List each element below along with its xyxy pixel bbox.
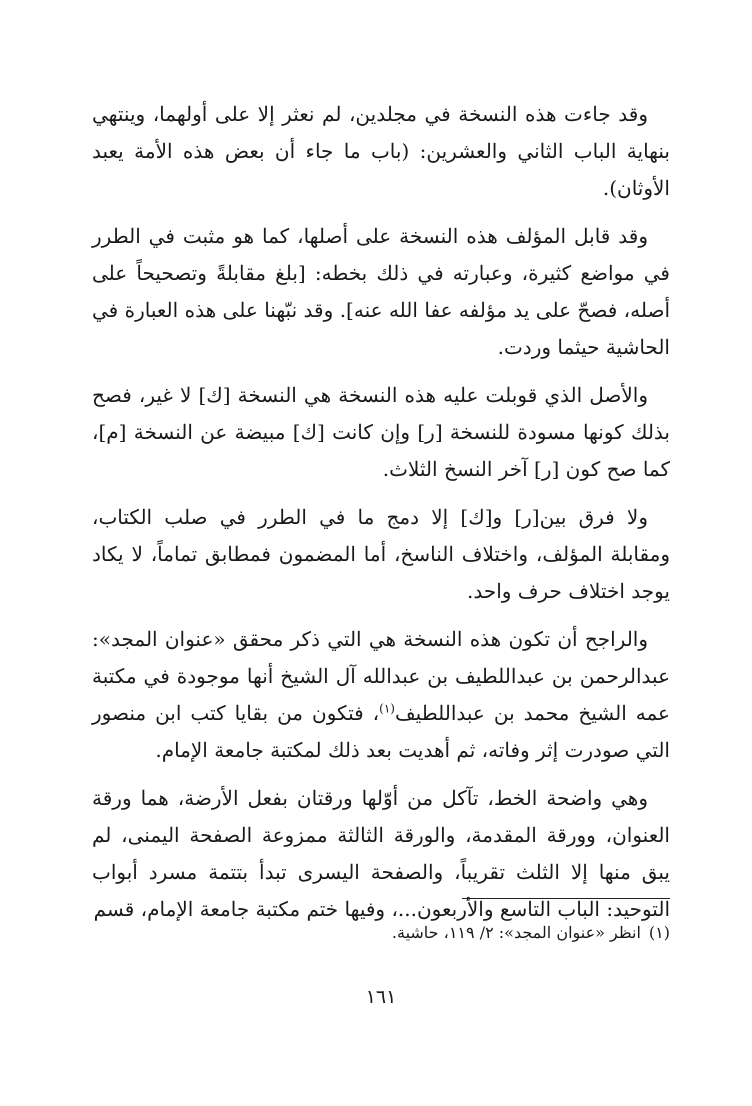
footnote-divider (462, 898, 670, 899)
footnote-reference: (١) (379, 701, 395, 716)
paragraph-5-text-start: والراجح أن تكون هذه النسخة هي التي ذكر محقق «عنوان المجد»: عبدالرحمن بن عبداللطيف بن عبدالله آل الشيخ أنها موجودة في مكتبة عمه الشيخ محمد بن عبداللطيف (92, 627, 670, 725)
paragraph-4: ولا فرق بين[ر] و[ك] إلا دمج ما في الطرر في صلب الكتاب، ومقابلة المؤلف، واختلاف الناسخ، أما المضمون فمطابق تماماً، لا يكاد يوجد اختلاف حرف واحد. (92, 505, 670, 603)
paragraph-2: وقد قابل المؤلف هذه النسخة على أصلها، كما هو مثبت في الطرر في مواضع كثيرة، وعبارته في ذلك بخطه: [بلغ مقابلةً وتصحيحاً على أصله، فصحّ على يد مؤلفه عفا الله عنه]. وقد نبّهنا على هذه العبارة في الحاشية حيثما وردت. (92, 224, 670, 359)
footnote-marker: (١) (648, 923, 670, 942)
page-number: ١٦١ (365, 986, 397, 1008)
document-page (92, 96, 670, 1016)
footnote-text: انظر «عنوان المجد»: ٢/ ١١٩، حاشية. (391, 923, 641, 942)
paragraph-6: وهي واضحة الخط، تآكل من أوّلها ورقتان بفعل الأرضة، هما ورقة العنوان، وورقة المقدمة، والورقة الثالثة ممزوعة الصفحة اليمنى، لم يبق منها إلا الثلث تقريباً، والصفحة اليسرى تبدأ بتتمة مسرد أبواب التوحيد: الباب التاسع والأربعون...، وفيها ختم مكتبة جامعة الإمام، قسم (92, 786, 670, 921)
main-text (92, 96, 670, 928)
paragraph-1: وقد جاءت هذه النسخة في مجلدين، لم نعثر إلا على أولهما، وينتهي بنهاية الباب الثاني والعشرين: (باب ما جاء أن بعض هذه الأمة يعبد الأوثان). (92, 102, 670, 200)
paragraph-5-text-end: ، فتكون من بقايا كتب ابن منصور التي صودرت إثر وفاته، ثم أهديت بعد ذلك لمكتبة جامعة الإمام. (92, 701, 670, 762)
footnote (92, 920, 670, 946)
paragraph-3: والأصل الذي قوبلت عليه هذه النسخة هي النسخة [ك] لا غير، فصح بذلك كونها مسودة للنسخة [ر] وإن كانت [ك] مبيضة عن النسخة [م]، كما صح كون [ر] آخر النسخ الثلاث. (92, 383, 670, 481)
paragraph-5 (92, 621, 670, 769)
